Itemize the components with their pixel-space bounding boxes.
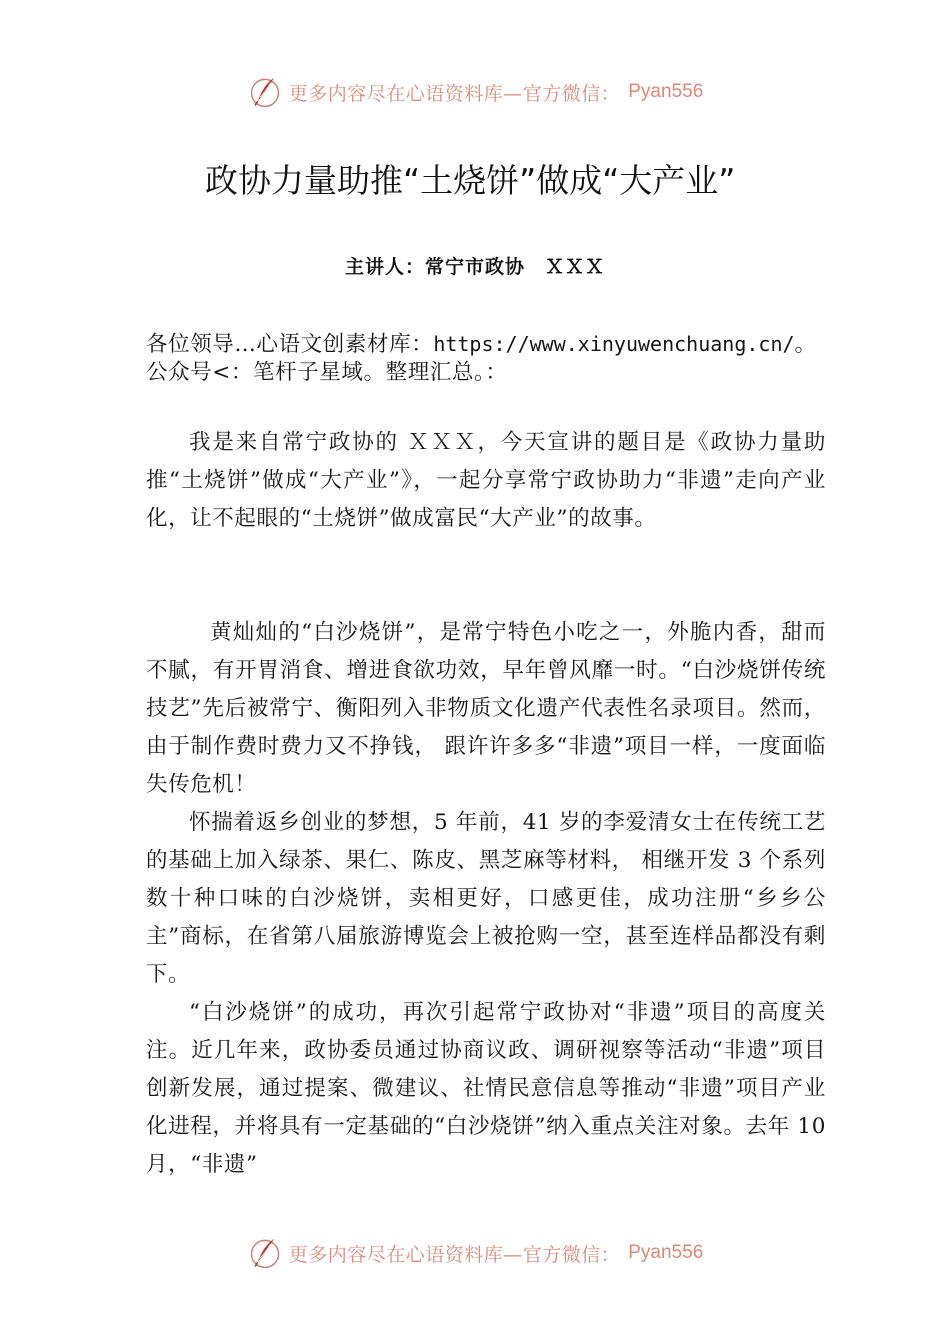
speaker-line: 主讲人：常宁市政协 ＸＸＸ: [344, 256, 605, 278]
paragraph-baisha-shaobing: 黄灿灿的“白沙烧饼”，是常宁特色小吃之一，外脆内香，甜而不腻，有开胃消食、增进食欲功效，早年曾风靡一时。“白沙烧饼传统技艺”先后被常宁、衡阳列入非物质文化遗产代表性名录项目。然而，由于制作费时费力又不挣钱， 跟许许多多“非遗”项目一样，一度面临失传危机！: [146, 620, 826, 797]
watermark-text: 更多内容尽在心语资料库—官方微信：: [288, 82, 621, 105]
paragraph-intro: 我是来自常宁政协的 ＸＸＸ，今天宣讲的题目是《政协力量助推“土烧饼”做成“大产业”》，一起分享常宁政协助力“非遗”走向产业化，让不起眼的“土烧饼”做成富民“大产业”的故事。: [146, 430, 826, 531]
greeting-prefix: 各位领导…心语文创素材库：: [146, 332, 434, 357]
greeting-suffix: 。公众号<：笔杆子星域。整理汇总。：: [146, 332, 817, 385]
top-watermark-banner: [0, 70, 950, 114]
paragraph-li-aiqing: 怀揣着返乡创业的梦想，5 年前，41 岁的李爱清女士在传统工艺的基础上加入绿茶、果仁、陈皮、黑芝麻等材料， 相继开发 3 个系列数十种口味的白沙烧饼，卖相更好，口感更佳，成功注册“乡乡公主”商标，在省第八届旅游博览会上被抢购一空，甚至连样品都没有剩下。: [146, 810, 826, 987]
feather-pen-logo-icon: [247, 74, 283, 110]
document-title: 政协力量助推“土烧饼”做成“大产业”: [205, 161, 736, 200]
watermark-text: 更多内容尽在心语资料库—官方微信：: [288, 1243, 621, 1266]
feather-pen-logo-icon: [247, 1235, 283, 1271]
wechat-id: Pyan556: [628, 1242, 704, 1263]
bottom-watermark-banner: [0, 1231, 950, 1275]
greeting-paragraph: [146, 330, 826, 387]
wechat-id: Pyan556: [628, 81, 704, 102]
paragraph-cppcc-attention: “白沙烧饼”的成功，再次引起常宁政协对“非遗”项目的高度关注。近几年来，政协委员通过协商议政、调研视察等活动“非遗”项目创新发展，通过提案、微建议、社情民意信息等推动“非遗”项目产业化进程，并将具有一定基础的“白沙烧饼”纳入重点关注对象。去年 10 月，“非遗”: [146, 1000, 826, 1177]
greeting-url: https://www.xinyuwenchuang.cn/: [433, 332, 795, 356]
